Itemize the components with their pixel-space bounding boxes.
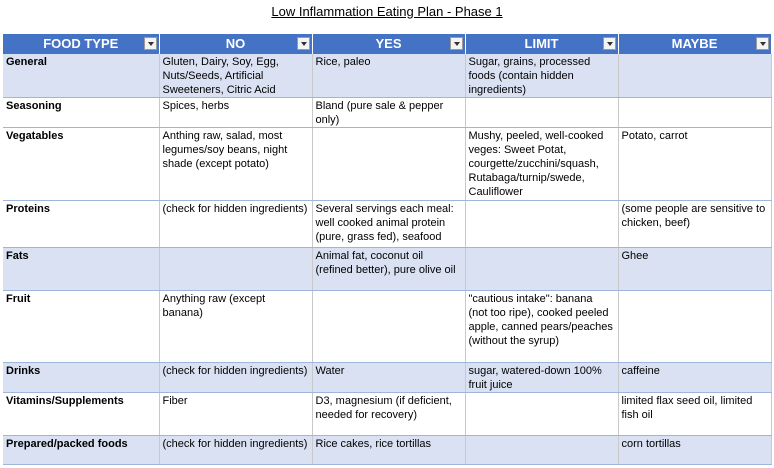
yes-cell[interactable]: Water	[312, 363, 465, 393]
header-label: LIMIT	[524, 36, 559, 51]
limit-cell[interactable]	[465, 393, 618, 436]
food-table	[3, 34, 772, 465]
maybe-cell[interactable]	[618, 291, 771, 363]
food-type-cell[interactable]: Vegatables	[3, 128, 159, 201]
food-type-cell[interactable]: Fats	[3, 248, 159, 291]
yes-cell[interactable]	[312, 128, 465, 201]
header-label: YES	[375, 36, 402, 51]
table-row	[3, 291, 771, 363]
maybe-cell[interactable]	[618, 54, 771, 98]
filter-dropdown-icon[interactable]	[603, 37, 616, 50]
food-type-cell[interactable]: Vitamins/Supplements	[3, 393, 159, 436]
table-row	[3, 363, 771, 393]
table-row	[3, 54, 771, 98]
food-type-cell[interactable]: Seasoning	[3, 98, 159, 128]
no-cell[interactable]: (check for hidden ingredients)	[159, 363, 312, 393]
table-row	[3, 436, 771, 465]
maybe-cell[interactable]: (some people are sensitive to chicken, beef)	[618, 201, 771, 248]
table-row	[3, 128, 771, 201]
filter-dropdown-icon[interactable]	[450, 37, 463, 50]
yes-cell[interactable]: Bland (pure sale & pepper only)	[312, 98, 465, 128]
table-row	[3, 393, 771, 436]
sheet-title-text: Low Inflammation Eating Plan - Phase 1	[271, 4, 503, 19]
yes-cell[interactable]: D3, magnesium (if deficient, needed for recovery)	[312, 393, 465, 436]
no-cell[interactable]: (check for hidden ingredients)	[159, 201, 312, 248]
food-type-cell[interactable]: Fruit	[3, 291, 159, 363]
header-limit[interactable]	[465, 34, 618, 54]
header-maybe[interactable]	[618, 34, 771, 54]
header-no[interactable]	[159, 34, 312, 54]
no-cell[interactable]: (check for hidden ingredients)	[159, 436, 312, 465]
filter-dropdown-icon[interactable]	[144, 37, 157, 50]
limit-cell[interactable]	[465, 248, 618, 291]
header-label: NO	[225, 36, 246, 51]
header-label: FOOD TYPE	[43, 36, 119, 51]
maybe-cell[interactable]: corn tortillas	[618, 436, 771, 465]
maybe-cell[interactable]: Ghee	[618, 248, 771, 291]
limit-cell[interactable]: "cautious intake": banana (not too ripe), cooked peeled apple, canned pears/peaches (without the syrup)	[465, 291, 618, 363]
food-type-cell[interactable]: Proteins	[3, 201, 159, 248]
table-row	[3, 201, 771, 248]
food-type-cell[interactable]: Prepared/packed foods	[3, 436, 159, 465]
no-cell[interactable]: Gluten, Dairy, Soy, Egg, Nuts/Seeds, Artificial Sweeteners, Citric Acid	[159, 54, 312, 98]
filter-dropdown-icon[interactable]	[297, 37, 310, 50]
maybe-cell[interactable]: Potato, carrot	[618, 128, 771, 201]
yes-cell[interactable]: Several servings each meal: well cooked animal protein (pure, grass fed), seafood	[312, 201, 465, 248]
yes-cell[interactable]: Animal fat, coconut oil (refined better), pure olive oil	[312, 248, 465, 291]
no-cell[interactable]: Anthing raw, salad, most legumes/soy beans, night shade (except potato)	[159, 128, 312, 201]
header-food-type[interactable]	[3, 34, 159, 54]
no-cell[interactable]	[159, 248, 312, 291]
table-row	[3, 248, 771, 291]
yes-cell[interactable]: Rice cakes, rice tortillas	[312, 436, 465, 465]
no-cell[interactable]: Anything raw (except banana)	[159, 291, 312, 363]
food-type-cell[interactable]: Drinks	[3, 363, 159, 393]
maybe-cell[interactable]: limited flax seed oil, limited fish oil	[618, 393, 771, 436]
header-row	[3, 34, 771, 54]
limit-cell[interactable]	[465, 436, 618, 465]
limit-cell[interactable]	[465, 201, 618, 248]
limit-cell[interactable]: sugar, watered-down 100% fruit juice	[465, 363, 618, 393]
yes-cell[interactable]: Rice, paleo	[312, 54, 465, 98]
no-cell[interactable]: Spices, herbs	[159, 98, 312, 128]
maybe-cell[interactable]	[618, 98, 771, 128]
limit-cell[interactable]	[465, 98, 618, 128]
yes-cell[interactable]	[312, 291, 465, 363]
limit-cell[interactable]: Sugar, grains, processed foods (contain hidden ingredients)	[465, 54, 618, 98]
maybe-cell[interactable]: caffeine	[618, 363, 771, 393]
table-row	[3, 98, 771, 128]
filter-dropdown-icon[interactable]	[756, 37, 769, 50]
sheet-title	[0, 0, 774, 24]
header-yes[interactable]	[312, 34, 465, 54]
food-type-cell[interactable]: General	[3, 54, 159, 98]
limit-cell[interactable]: Mushy, peeled, well-cooked veges: Sweet Potat, courgette/zucchini/squash, Rutabaga/turnip/swede, Cauliflower	[465, 128, 618, 201]
header-label: MAYBE	[671, 36, 718, 51]
no-cell[interactable]: Fiber	[159, 393, 312, 436]
